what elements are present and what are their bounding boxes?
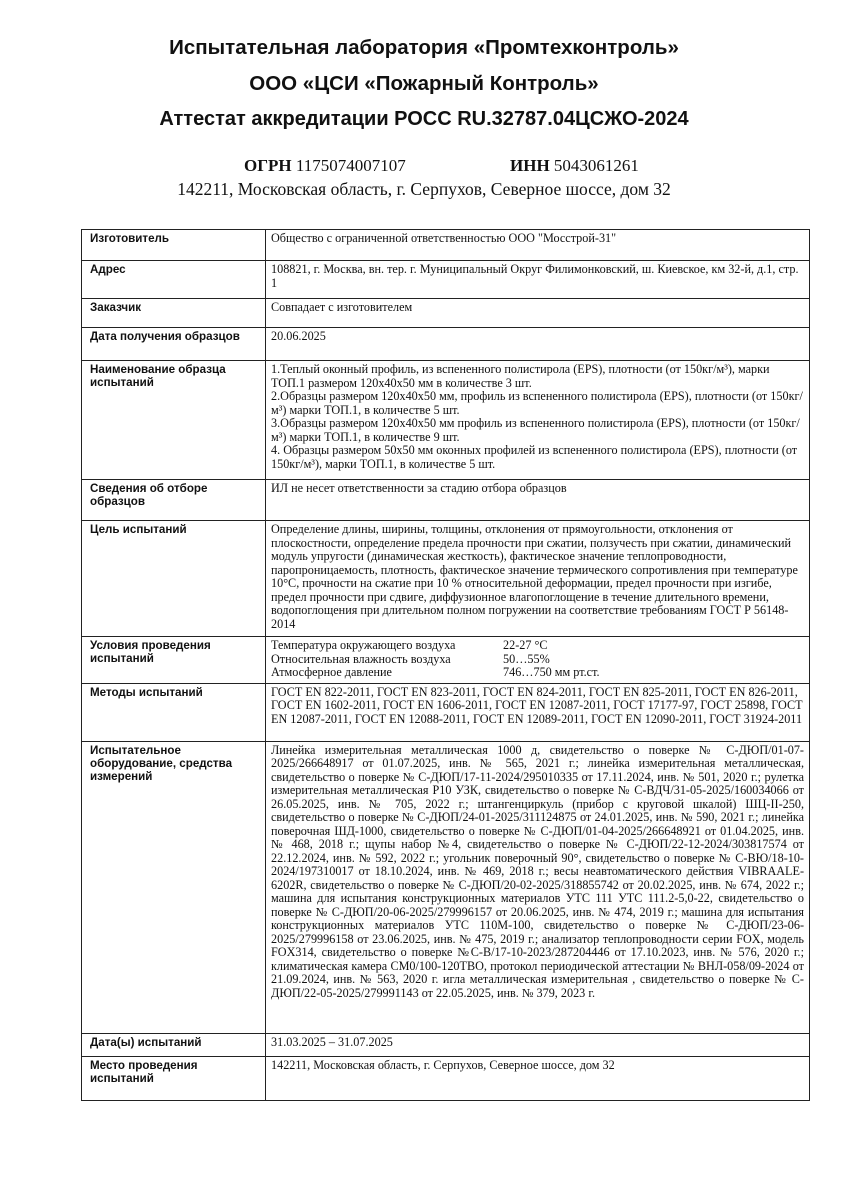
lab-name: Испытательная лаборатория «Промтехконтроль» xyxy=(169,36,679,59)
inn-label: ИНН xyxy=(510,156,550,175)
test-place-value: 142211, Московская область, г. Серпухов, Северное шоссе, дом 32 xyxy=(266,1056,810,1100)
test-dates-value: 31.03.2025 – 31.07.2025 xyxy=(266,1033,810,1056)
row-label: Наименование образца испытаний xyxy=(82,361,266,480)
protocol-info-table xyxy=(81,229,810,1101)
table-row-conditions xyxy=(82,637,810,684)
table-row-address xyxy=(82,261,810,299)
inn xyxy=(510,156,639,176)
ogrn-value: 1175074007107 xyxy=(295,156,406,175)
table-row-manufacturer xyxy=(82,230,810,261)
address-value: 108821, г. Москва, вн. тер. г. Муниципальный Округ Филимонковский, ш. Киевское, км 32-й, д.1, стр. 1 xyxy=(266,261,810,299)
company-name: ООО «ЦСИ «Пожарный Контроль» xyxy=(249,72,599,95)
row-label: Цель испытаний xyxy=(82,521,266,637)
ogrn xyxy=(244,156,406,176)
methods-value: ГОСТ EN 822-2011, ГОСТ EN 823-2011, ГОСТ EN 824-2011, ГОСТ EN 825-2011, ГОСТ EN 826-2011, ГОСТ EN 1602-2011, ГОСТ EN 1606-2011, ГОСТ EN 12087-2011, ГОСТ 17177-97, ГОСТ 25898, ГОСТ EN 12087-2011, ГОСТ EN 12088-2011, ГОСТ EN 12089-2011, ГОСТ EN 12090-2011, ГОСТ 31924-2011 xyxy=(266,683,810,741)
row-label: Заказчик xyxy=(82,299,266,328)
table-row-methods xyxy=(82,683,810,741)
condition-value: 746…750 мм рт.ст. xyxy=(503,665,600,679)
inn-value: 5043061261 xyxy=(553,156,639,175)
row-label: Дата получения образцов xyxy=(82,328,266,361)
sample-item: 1.Теплый оконный профиль, из вспененного полистирола (EPS), плотности (от 150кг/м³), марки ТОП.1 размером 120х40х50 мм в количестве 3 шт. xyxy=(271,362,770,390)
sample-item: 4. Образцы размером 50х50 мм оконных профилей из вспененного полистирола (EPS), плотности (от 150кг/м³), марки ТОП.1, в количестве 5 шт. xyxy=(271,443,798,471)
sampling-value: ИЛ не несет ответственности за стадию отбора образцов xyxy=(266,480,810,521)
row-label: Испытательное оборудование, средства измерений xyxy=(82,741,266,1033)
table-row-purpose xyxy=(82,521,810,637)
customer-value: Совпадает с изготовителем xyxy=(266,299,810,328)
condition-name: Относительная влажность воздуха xyxy=(271,651,451,666)
table-row-receipt-date xyxy=(82,328,810,361)
conditions-value xyxy=(266,637,810,684)
condition-name: Атмосферное давление xyxy=(271,665,392,679)
sample-item: 2.Образцы размером 120х40х50 мм, профиль из вспененного полистирола (EPS), плотности (от 150кг/м³) марки ТОП.1, в количестве 5 шт. xyxy=(271,389,803,417)
row-label: Дата(ы) испытаний xyxy=(82,1033,266,1056)
table-row-customer xyxy=(82,299,810,328)
condition-row xyxy=(271,666,804,680)
accreditation-line: Аттестат аккредитации РОСС RU.32787.04ЦСЖО-2024 xyxy=(159,108,689,130)
row-label: Адрес xyxy=(82,261,266,299)
table-row-test-place xyxy=(82,1056,810,1100)
condition-value: 22-27 °С xyxy=(503,638,548,652)
row-label: Сведения об отборе образцов xyxy=(82,480,266,521)
row-label: Изготовитель xyxy=(82,230,266,261)
manufacturer-value: Общество с ограниченной ответственностью ООО "Мосстрой-31" xyxy=(266,230,810,261)
table-row-sampling xyxy=(82,480,810,521)
table-row-test-dates xyxy=(82,1033,810,1056)
receipt-date-value: 20.06.2025 xyxy=(266,328,810,361)
row-label: Методы испытаний xyxy=(82,683,266,741)
sample-item: 3.Образцы размером 120х40х50 мм профиль из вспененного полистирола (EPS), плотности (от 150кг/м³) марки ТОП.1, в количестве 9 шт. xyxy=(271,416,800,444)
ogrn-label: ОГРН xyxy=(244,156,292,175)
row-label: Место проведения испытаний xyxy=(82,1056,266,1100)
condition-name: Температура окружающего воздуха xyxy=(271,638,456,652)
condition-row xyxy=(271,639,804,653)
purpose-value: Определение длины, ширины, толщины, отклонения от прямоугольности, отклонения от плоскостности, определение предела прочности при сжатии, ползучесть при сжатии, динамический модуль упругости (динамическая жесткость), фактическое значение теплопроводности, паропроницаемость, плотность, фактическое значение термического сопротивления при температуре 10°С, прочности на сжатие при 10 % относительной деформации, предел прочности при изгибе, предел прочности при сдвиге, диффузионное влагопоглощение в течение длительного времени, водопоглощения при длительном полном погружении на соответствие требованиям ГОСТ Р 56148-2014 xyxy=(266,521,810,637)
samples-value xyxy=(266,361,810,480)
condition-row xyxy=(271,653,804,667)
equipment-value: Линейка измерительная металлическая 1000 д, свидетельство о поверке № С-ДЮП/01-07-2025/266648917 от 01.07.2025, инв. № 565, 2021 г.; линейка измерительная металлическая, свидетельство о поверке № С-ДЮП/17-11-2024/295010335 от 17.11.2024, инв. № 501, 2020 г.; рулетка измерительная металлическая Р10 УЗК, свидетельство о поверке № С-ВДЧ/31-05-2025/160034066 от 26.05.2025, инв. № 705, 2022 г.; штангенциркуль (прибор с круговой шкалой) ШЦ-II-250, свидетельство о поверке № С-ДЮП/24-01-2025/311124875 от 24.01.2025, инв. № 590, 2021 г.; линейка поверочная ШД-1000, свидетельство о поверке № С-ДЮП/01-04-2025/266648921 от 01.04.2025, инв. № 468, 2018 г.; щупы набор №4, свидетельство о поверке № С-ДЮП/22-12-2024/303817574 от 22.12.2024, инв. № 592, 2022 г.; угольник поверочный 90°, свидетельство о поверке № С-ВЮ/18-10-2024/197310017 от 18.10.2024, инв. № 469, 2018 г.; весы неавтоматического действия VIBRAALE-6202R, свидетельство о поверке № С-ДЮП/20-02-2025/318855742 от 20.02.2025, инв. № 674, 2022 г.; машина для испытания конструкционных материалов УТС 111 УТС 111.2-5,0-22, свидетельство о поверке № С-ДЮП/20-06-2025/279996157 от 20.06.2025, инв. № 474, 2019 г.; машина для испытания конструкционных материалов УТС 110М-100, свидетельство о поверке № С-ДЮП/23-06-2025/279996158 от 23.06.2025, инв. № 475, 2019 г.; анализатор теплопроводности серии FOX, модель FOX314, свидетельство о поверке №С-В/17-10-2023/287204446 от 17.10.2023, инв. № 576, 2020 г.; климатическая камера СМ0/100-120ТВО, протокол периодической аттестации № ВНЛ-058/09-2024 от 21.09.2024, инв. № 563, 2020 г. игла металлическая измерительная , свидетельство о поверке № С-ДЮП/22-05-2025/279991143 от 22.05.2025, инв. № 379, 2023 г. xyxy=(266,741,810,1033)
table-row-equipment xyxy=(82,741,810,1033)
row-label: Условия проведения испытаний xyxy=(82,637,266,684)
condition-value: 50…55% xyxy=(503,651,550,666)
lab-address: 142211, Московская область, г. Серпухов, Северное шоссе, дом 32 xyxy=(177,179,671,199)
table-row-samples xyxy=(82,361,810,480)
